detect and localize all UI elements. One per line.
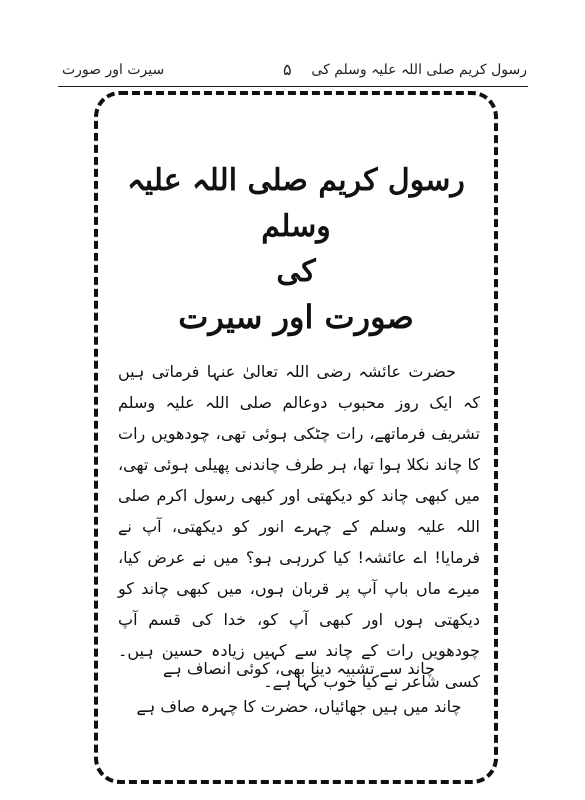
poem-line-1: چاند سے تشبیہ دینا بھی، کوئی انصاف ہے <box>162 659 436 678</box>
poem-couplet <box>118 650 480 726</box>
header-rule <box>58 86 528 87</box>
chapter-title-line-1: رسول کریم صلی اللہ علیہ وسلم <box>127 163 465 244</box>
chapter-title-line-3: صورت اور سیرت <box>178 298 414 336</box>
body-text <box>118 356 480 697</box>
page-number: ۵ <box>283 60 292 79</box>
body-paragraph: حضرت عائشہ رضی اللہ تعالیٰ عنہا فرماتی ہیں کہ ایک روز محبوب دوعالم صلی اللہ علیہ وسلم تشریف فرماتھے، رات چٹکی ہوئی تھی، چودھویں رات کا چاند نکلا ہوا تھا، ہر طرف چاندنی پھیلی ہوئی تھی، میں کبھی چاند کو دیکھتی اور کبھی رسول اکرم صلی اللہ علیہ وسلم کے چہرے انور کو دیکھتی، آپ نے فرمایا! اے عائشہ! کیا کررہی ہو؟ میں نے عرض کیا، میرے ماں باپ آپ پر قربان ہوں، میں کبھی چاند کو دیکھتی ہوں اور کبھی آپ کو، خدا کی قسم آپ چودھویں رات کے چاند سے کہیں زیادہ حسین ہیں۔ کسی شاعر نے کیا خوب کہا ہے۔ <box>118 362 480 691</box>
poem-line-2: چاند میں ہیں جھائیاں، حضرت کا چہرہ صاف ہے <box>136 697 462 716</box>
chapter-title-line-2: کی <box>276 254 316 289</box>
chapter-title-block <box>94 158 498 340</box>
running-head-book-title: رسول کریم صلی اللہ علیہ وسلم کی <box>311 62 527 78</box>
running-head <box>0 58 585 88</box>
running-head-chapter-title: سیرت اور صورت <box>62 62 165 78</box>
